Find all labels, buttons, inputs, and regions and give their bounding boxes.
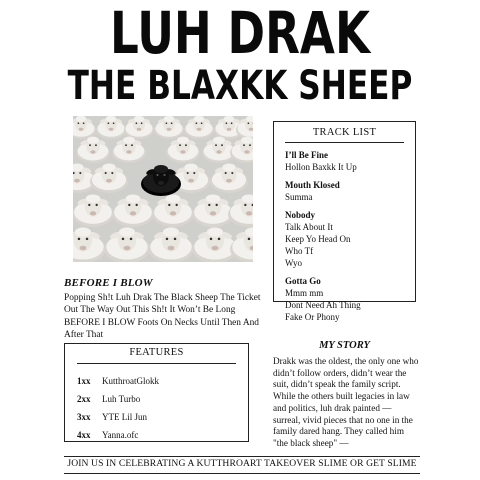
features-divider (77, 363, 236, 364)
track-item: Hollon Baxkk It Up (285, 162, 357, 172)
track-group-title: Gotta Go (285, 276, 321, 286)
feature-number: 3xx (77, 412, 91, 422)
track-item: Summa (285, 192, 313, 202)
track-group (285, 149, 404, 173)
footer-banner: JOIN US IN CELEBRATING A KUTTHROART TAKEOVER SLIME OR GET SLIME (67, 458, 417, 469)
track-item: Dont Need Ah Thing (285, 300, 361, 310)
tracklist-groups (285, 149, 404, 323)
tracklist-heading: TRACK LIST (312, 127, 377, 138)
my-story-heading: MY STORY (319, 340, 370, 351)
track-group (285, 209, 404, 269)
feature-artist: Yanna.ofc (102, 430, 139, 440)
feature-artist: Luh Turbo (102, 394, 141, 404)
footer-rule-bottom (64, 473, 420, 474)
feature-number: 2xx (77, 394, 91, 404)
track-group-title: Mouth Klosed (285, 180, 340, 190)
features-heading: FEATURES (129, 347, 184, 358)
features-list (77, 372, 236, 444)
track-group-title: Nobody (285, 210, 316, 220)
my-story-body: Drakk was the oldest, the only one who didn’t follow orders, didn’t wear the suit, didn’t speak the family script. While the others built legacies in law and politics, luh drak painted — surreal, vivid pieces that no one in the family dared hang. They called him "the black sheep" — (273, 356, 419, 448)
tracklist-divider (285, 142, 404, 143)
sheep-photo (73, 116, 253, 262)
track-group-title: I’ll Be Fine (285, 150, 328, 160)
track-item: Keep Yo Head On (285, 234, 351, 244)
feature-number: 1xx (77, 376, 91, 386)
feature-number: 4xx (77, 430, 91, 440)
track-item: Talk About It (285, 222, 333, 232)
tracklist-box (273, 121, 416, 322)
feature-row (77, 372, 236, 390)
album-title: THE BLAXKK SHEEP (67, 63, 413, 109)
track-group (285, 275, 404, 323)
page-title: LUH DRAK (109, 0, 371, 67)
track-group (285, 179, 404, 203)
footer-rule-top (64, 456, 420, 457)
feature-row (77, 426, 236, 444)
feature-row (77, 390, 236, 408)
features-box (64, 343, 249, 442)
before-i-blow-heading: BEFORE I BLOW (64, 277, 153, 289)
feature-artist: KutthroatGlokk (102, 376, 159, 386)
track-item: Who Tf (285, 246, 314, 256)
feature-artist: YTE Lil Jun (102, 412, 147, 422)
track-item: Mmm mm (285, 288, 324, 298)
track-item: Fake Or Phony (285, 312, 340, 322)
feature-row (77, 408, 236, 426)
track-item: Wyo (285, 258, 302, 268)
before-i-blow-body: Popping Sh!t Luh Drak The Black Sheep The Ticket Out The Way Out This Sh!t It Won’t Be Long BEFORE I BLOW Foots On Necks Until Then And After That (64, 293, 261, 341)
